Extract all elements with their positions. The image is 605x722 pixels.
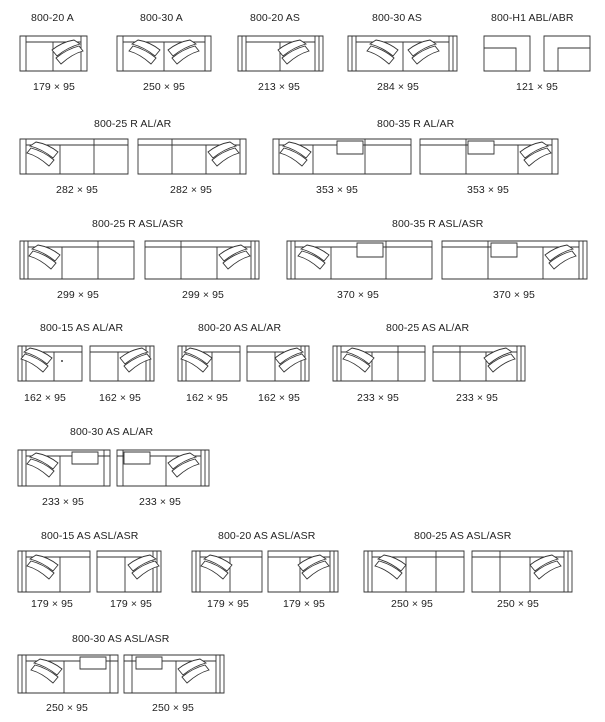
dim-label: 179 × 95 [110,598,152,610]
title-800-25-as-asl-asr: 800-25 AS ASL/ASR [414,530,512,542]
dim-label: 179 × 95 [283,598,325,610]
dim-label: 233 × 95 [42,496,84,508]
title-800-30-as: 800-30 AS [372,12,422,24]
dim-label: 282 × 95 [56,184,98,196]
dim-label: 370 × 95 [337,289,379,301]
dim-label: 233 × 95 [456,392,498,404]
sofa-800-25-r-asr [145,241,259,279]
sofa-800-35-r-ar [420,139,558,174]
title-800-h1: 800-H1 ABL/ABR [491,12,574,24]
title-800-25-r-asl-asr: 800-25 R ASL/ASR [92,218,184,230]
dim-label: 162 × 95 [99,392,141,404]
dim-label: 121 × 95 [516,81,558,93]
sofa-800-15-as-ar [90,346,154,381]
sofa-800-25-r-al [20,139,128,174]
sofa-800-35-r-asr [442,241,587,279]
title-800-25-r-al-ar: 800-25 R AL/AR [94,118,172,130]
sofa-800-25-as-asr [472,551,572,592]
title-800-30-a: 800-30 A [140,12,183,24]
dim-label: 162 × 95 [186,392,228,404]
sofa-800-35-r-al [273,139,411,174]
dim-label: 370 × 95 [493,289,535,301]
sofa-800-15-as-asl [18,551,90,592]
title-800-20-a: 800-20 A [31,12,74,24]
sofa-800-30-a [117,36,211,71]
sofa-800-25-as-al [333,346,425,381]
sofa-800-30-as-asl [18,655,118,693]
dim-label: 299 × 95 [57,289,99,301]
sofa-800-30-as-al [18,450,110,486]
dim-label: 233 × 95 [139,496,181,508]
title-800-15-as-asl-asr: 800-15 AS ASL/ASR [41,530,139,542]
sofa-800-30-as-asr [124,655,224,693]
dim-label: 179 × 95 [31,598,73,610]
title-800-30-as-asl-asr: 800-30 AS ASL/ASR [72,633,170,645]
title-800-35-r-asl-asr: 800-35 R ASL/ASR [392,218,484,230]
sofa-800-20-as [238,36,323,71]
dim-label: 179 × 95 [207,598,249,610]
sofa-800-20-as-asl [192,551,262,592]
title-800-30-as-al-ar: 800-30 AS AL/AR [70,426,154,438]
dim-label: 250 × 95 [391,598,433,610]
sofa-800-20-as-asr [268,551,338,592]
dim-label: 162 × 95 [24,392,66,404]
dim-label: 299 × 95 [182,289,224,301]
sofa-800-25-r-asl [20,241,134,279]
dim-label: 250 × 95 [497,598,539,610]
sofa-800-35-r-asl [287,241,432,279]
sofa-800-15-as-al [18,346,82,381]
sofa-800-25-r-ar [138,139,246,174]
sofa-800-25-as-asl [364,551,464,592]
dim-label: 250 × 95 [143,81,185,93]
dim-label: 250 × 95 [46,702,88,714]
dim-label: 233 × 95 [357,392,399,404]
sofa-800-30-as [348,36,457,71]
sofa-800-25-as-ar [433,346,525,381]
sofa-800-20-as-ar [247,346,309,381]
dim-label: 179 × 95 [33,81,75,93]
title-800-20-as-al-ar: 800-20 AS AL/AR [198,322,282,334]
dim-label: 162 × 95 [258,392,300,404]
dim-label: 213 × 95 [258,81,300,93]
sofa-800-20-a [20,36,87,71]
dim-label: 250 × 95 [152,702,194,714]
dim-label: 282 × 95 [170,184,212,196]
title-800-20-as: 800-20 AS [250,12,300,24]
dim-label: 353 × 95 [316,184,358,196]
module-800-h1 [484,36,590,71]
sofa-800-15-as-asr [97,551,161,592]
dim-label: 284 × 95 [377,81,419,93]
dim-label: 353 × 95 [467,184,509,196]
sofa-800-30-as-ar [117,450,209,486]
sofa-800-20-as-al [178,346,240,381]
title-800-15-as-al-ar: 800-15 AS AL/AR [40,322,124,334]
title-800-25-as-al-ar: 800-25 AS AL/AR [386,322,470,334]
title-800-35-r-al-ar: 800-35 R AL/AR [377,118,455,130]
title-800-20-as-asl-asr: 800-20 AS ASL/ASR [218,530,316,542]
